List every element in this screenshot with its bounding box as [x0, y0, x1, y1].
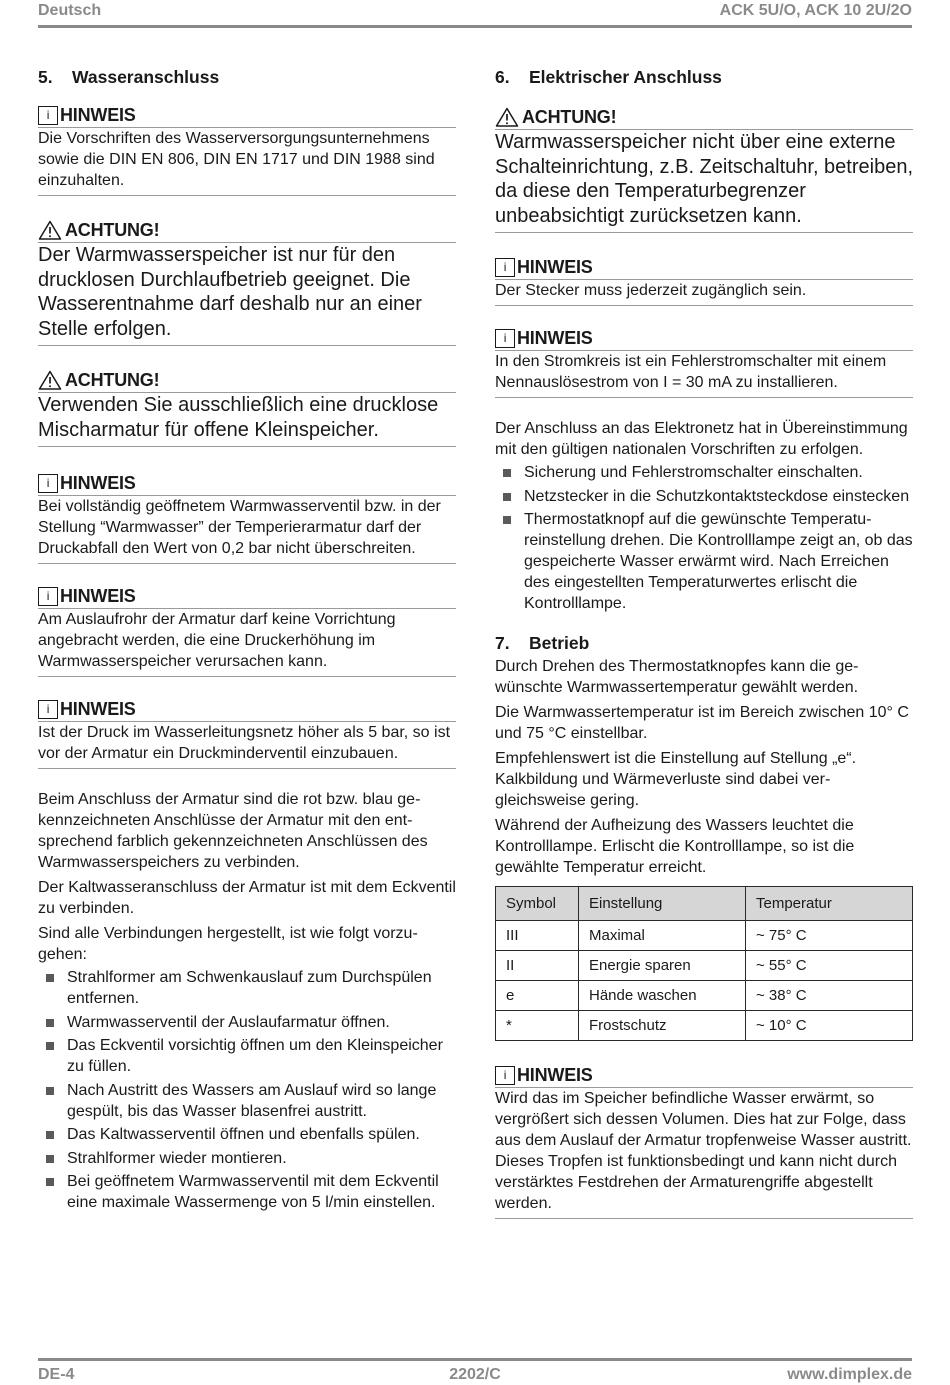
header-language: Deutsch: [38, 2, 102, 19]
table-cell: ~ 38° C: [746, 981, 913, 1011]
notice-label: HINWEIS: [517, 257, 593, 277]
notice-label: HINWEIS: [60, 699, 136, 719]
column-header: Temperatur: [746, 887, 913, 921]
info-icon: i: [38, 700, 58, 719]
body-paragraph: Der Kaltwasseranschluss der Armatur ist mit dem Eckventil zu verbinden.: [38, 879, 456, 917]
table-row: [496, 1011, 913, 1041]
info-icon: i: [495, 1066, 515, 1085]
footer-website-link[interactable]: www.dimplex.de: [787, 1366, 912, 1383]
elektrischer-anschluss-steps: [495, 462, 913, 614]
list-item: Netzstecker in die Schutzkontaktsteckdose einstecken: [495, 486, 913, 507]
notice-label: HINWEIS: [60, 473, 136, 493]
notice-text: Verwenden Sie ausschließlich eine drucklose Mischarmatur für offene Kleinspeicher.: [38, 394, 439, 441]
warning-icon: [495, 107, 519, 127]
notice-label: HINWEIS: [517, 328, 593, 348]
table-cell: ~ 55° C: [746, 951, 913, 981]
notice-text: Warmwasserspeicher nicht über eine externe Schalteinrichtung, z.B. Zeitschaltuhr, betreiben, da diese den Temperaturbegrenzer unbeabsichtigt zurücksetzen kann.: [495, 131, 914, 227]
list-item: Das Kaltwasserventil öffnen und ebenfalls spülen.: [38, 1124, 456, 1145]
footer-code: 2202/C: [449, 1366, 501, 1383]
table-row: [496, 981, 913, 1011]
table-cell: Maximal: [579, 921, 746, 951]
column-header: Symbol: [496, 887, 579, 921]
footer-rule: [38, 1358, 912, 1361]
hinweis-notice: [38, 105, 456, 196]
table-cell: e: [496, 981, 579, 1011]
wasseranschluss-steps: [38, 967, 456, 1213]
list-item: Warmwasserventil der Auslaufarmatur öffnen.: [38, 1012, 456, 1033]
list-item: Bei geöffnetem Warmwasserventil mit dem Eckventil eine maximale Wassermenge von 5 l/min einstellen.: [38, 1171, 456, 1213]
body-paragraph: Empfehlenswert ist die Einstellung auf Stellung „e“. Kalkbildung und Wärmeverluste sind dabei vergleichsweise gering.: [495, 750, 857, 809]
hinweis-notice: [495, 1065, 913, 1219]
info-icon: i: [38, 474, 58, 493]
notice-text: Die Vorschriften des Wasserversorgungsunternehmens sowie die DIN EN 806, DIN EN 1717 und DIN 1988 sind einzuhalten.: [38, 130, 435, 189]
list-item: Thermostatknopf auf die gewünschte Temperatureinstellung drehen. Die Kontrolllampe zeigt an, ob das gespeicherte Wasser erwärmt wird. Nach Erreichen des eingestellten Temperaturwertes erlischt die Kontrolllampe.: [495, 509, 913, 614]
right-column: [495, 66, 913, 1219]
table-row: [496, 921, 913, 951]
hinweis-notice: [38, 586, 456, 677]
section-heading-elektrischer-anschluss: 6. Elektrischer Anschluss: [495, 67, 722, 87]
footer-page-number: DE-4: [38, 1366, 75, 1383]
info-icon: i: [495, 329, 515, 348]
body-paragraph: Die Warmwassertemperatur ist im Bereich zwischen 10° C und 75 °C einstellbar.: [495, 704, 909, 742]
achtung-notice: [495, 107, 913, 233]
list-item: Nach Austritt des Wassers am Auslauf wird so lange gespült, bis das Wasser blasenfrei austritt.: [38, 1080, 456, 1122]
hinweis-notice: [495, 328, 913, 398]
table-cell: III: [496, 921, 579, 951]
list-item: Strahlformer wieder montieren.: [38, 1148, 456, 1169]
list-item: Das Eckventil vorsichtig öffnen um den Kleinspeicher zu füllen.: [38, 1035, 456, 1077]
body-paragraph: Der Anschluss an das Elektronetz hat in Übereinstimmung mit den gültigen nationalen Vorschriften zu erfolgen.: [495, 420, 908, 458]
notice-text: Wird das im Speicher befindliche Wasser erwärmt, so vergrößert sich dessen Volumen. Dies hat zur Folge, dass aus dem Auslauf der Armatur tropfenweise Wasser austritt. Dieses Tropfen ist funktionsbedingt und kann nicht durch verstärktes Festdrehen der Armaturengriffe abgestellt werden.: [495, 1090, 912, 1212]
body-paragraph: Durch Drehen des Thermostatknopfes kann die gewünschte Warmwassertemperatur gewählt werden.: [495, 658, 859, 696]
notice-text: Der Stecker muss jederzeit zugänglich sein.: [495, 282, 807, 299]
notice-label: ACHTUNG!: [65, 370, 160, 390]
achtung-notice: [38, 370, 456, 447]
section-heading-wasseranschluss: 5. Wasseranschluss: [38, 67, 220, 87]
table-cell: *: [496, 1011, 579, 1041]
body-paragraph: Sind alle Verbindungen hergestellt, ist wie folgt vorzugehen:: [38, 925, 418, 963]
page-header: [38, 0, 912, 28]
notice-label: HINWEIS: [60, 105, 136, 125]
hinweis-notice: [38, 473, 456, 564]
header-rule: [38, 25, 912, 28]
hinweis-notice: [495, 257, 913, 306]
notice-label: ACHTUNG!: [65, 220, 160, 240]
achtung-notice: [38, 220, 456, 346]
notice-text: Bei vollständig geöffnetem Warmwasserventil bzw. in der Stellung “Warmwasser” der Temperierarmatur darf der Druckabfall den Wert von 0,2 bar nicht überschreiten.: [38, 498, 441, 557]
temperature-table: [495, 886, 913, 1041]
table-cell: II: [496, 951, 579, 981]
header-product: ACK 5U/O, ACK 10 2U/2O: [719, 2, 912, 19]
warning-icon: [38, 370, 62, 390]
table-cell: ~ 75° C: [746, 921, 913, 951]
table-header-row: [496, 887, 913, 921]
table-cell: Energie sparen: [579, 951, 746, 981]
notice-label: HINWEIS: [517, 1065, 593, 1085]
body-paragraph: Während der Aufheizung des Wassers leuchtet die Kontrolllampe. Erlischt die Kontrolllampe, so ist die gewählte Temperatur erreicht.: [495, 817, 855, 876]
body-paragraph: Beim Anschluss der Armatur sind die rot bzw. blau gekennzeichneten Anschlüsse der Armatur mit den entsprechend farblich gekennzeichneten Anschlüssen des Warmwasserspeichers zu verbinden.: [38, 791, 428, 871]
notice-label: HINWEIS: [60, 586, 136, 606]
table-cell: Hände waschen: [579, 981, 746, 1011]
hinweis-notice: [38, 699, 456, 769]
notice-text: Ist der Druck im Wasserleitungsnetz höher als 5 bar, so ist vor der Armatur ein Druckminderventil einzubauen.: [38, 724, 451, 762]
section-heading-betrieb: 7. Betrieb: [495, 633, 590, 653]
page-footer: [38, 1358, 912, 1385]
list-item: Strahlformer am Schwenkauslauf zum Durchspülen entfernen.: [38, 967, 456, 1009]
table-row: [496, 951, 913, 981]
info-icon: i: [38, 587, 58, 606]
info-icon: i: [38, 106, 58, 125]
table-cell: Frostschutz: [579, 1011, 746, 1041]
warning-icon: [38, 220, 62, 240]
left-column: [38, 66, 456, 1216]
notice-text: Der Warmwasserspeicher ist nur für den drucklosen Durchlaufbetrieb geeignet. Die Wasserentnahme darf deshalb nur an einer Stelle erfolgen.: [38, 244, 422, 340]
notice-text: Am Auslaufrohr der Armatur darf keine Vorrichtung angebracht werden, die eine Druckerhöhung im Warmwasserspeicher verursachen kann.: [38, 611, 396, 670]
list-item: Sicherung und Fehlerstromschalter einschalten.: [495, 462, 913, 483]
column-header: Einstellung: [579, 887, 746, 921]
info-icon: i: [495, 258, 515, 277]
notice-text: In den Stromkreis ist ein Fehlerstromschalter mit einem Nennauslösestrom von I = 30 mA zu installieren.: [495, 353, 887, 391]
table-cell: ~ 10° C: [746, 1011, 913, 1041]
notice-label: ACHTUNG!: [522, 107, 617, 127]
